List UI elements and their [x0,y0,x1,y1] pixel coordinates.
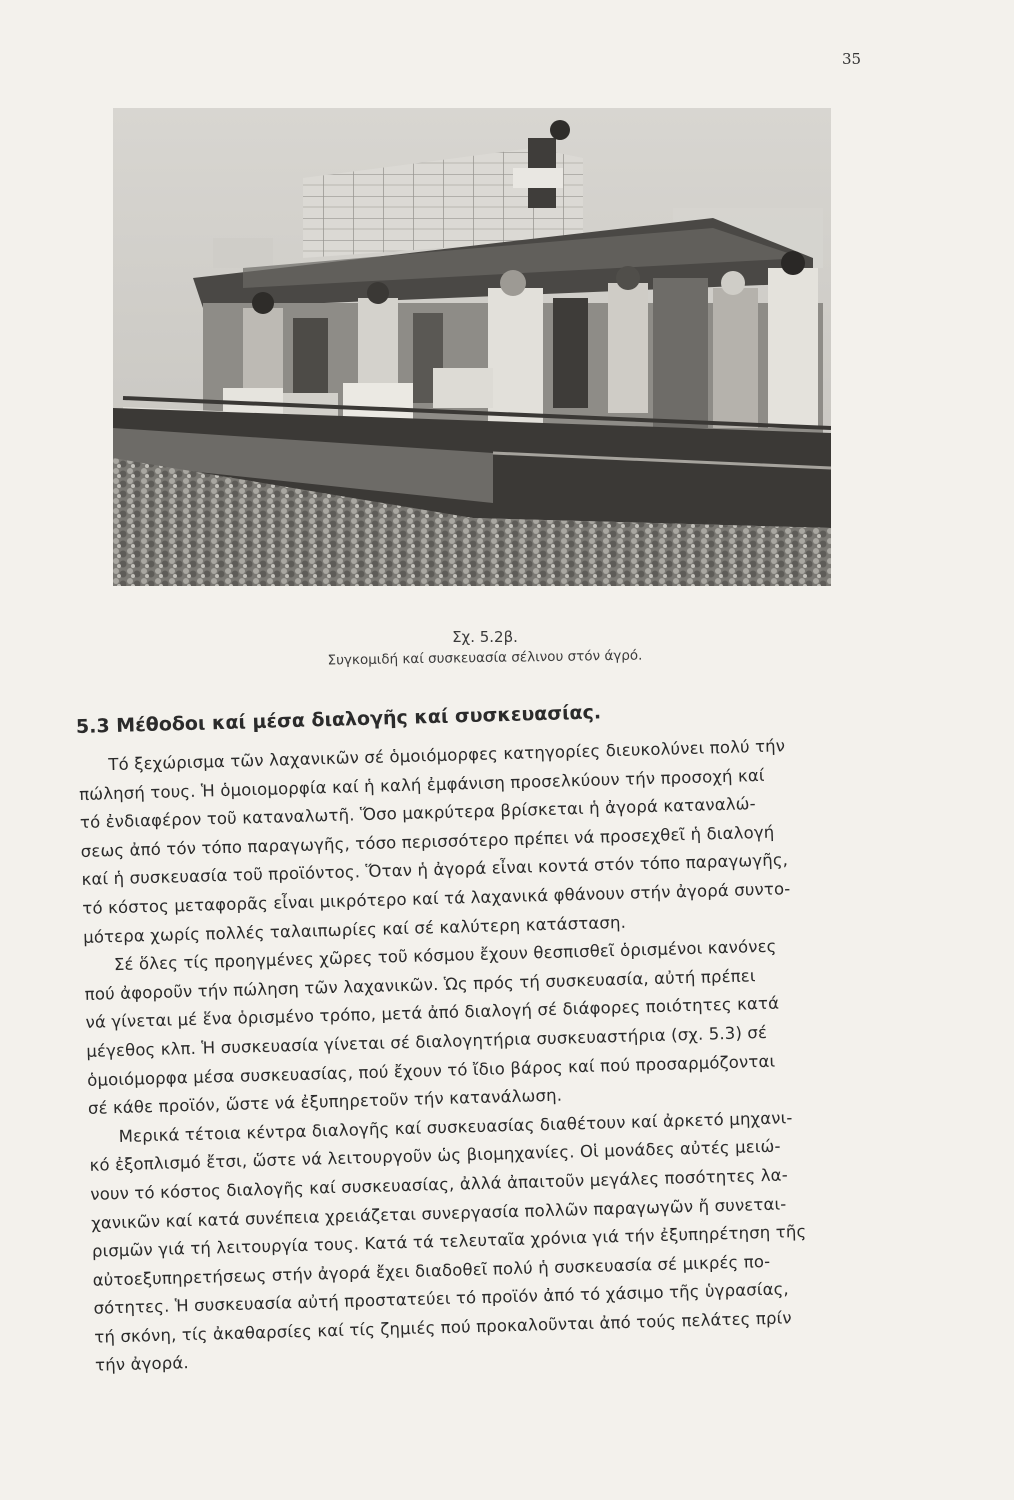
figure-label: Σχ. 5.2β. [452,628,518,646]
paragraph-line: πώλησή τους. Ἡ ὁμοιομορφία καί ἡ καλή ἐμφάνιση προσελκύουν τήν προσοχή καί [78,765,765,804]
paragraph-line: ὁμοιόμορφα μέσα συσκευασίας, πού ἔχουν τό ἴδιο βάρος καί πού προσαρμόζονται [86,1051,776,1090]
paragraph-line: αὐτοεξυπηρετήσεως στήν ἀγορά ἔχει διαδοθεῖ πολύ ἡ συσκευασία σέ μικρές πο- [92,1251,771,1290]
paragraph-line: τό ἐνδιαφέρον τοῦ καταναλωτῆ. Ὅσο μακρύτερα βρίσκεται ἡ ἀγορά καταναλώ- [79,794,756,833]
paragraph-line: τό κόστος μεταφορᾶς εἶναι μικρότερο καί τά λαχανικά φθάνουν στήν ἀγορά συντο- [82,879,791,918]
paragraph-line: καί ἡ συσκευασία τοῦ προϊόντος. Ὅταν ἡ ἀγορά εἶναι κοντά στόν τόπο παραγωγῆς, [81,850,789,890]
paragraph-line: μέγεθος κλπ. Ἡ συσκευασία γίνεται σέ διαλογητήρια συσκευαστήρια (σχ. 5.3) σέ [86,1022,768,1061]
paragraph-line: ρισμῶν γιά τή λειτουργία τους. Κατά τά τελευταῖα χρόνια γιά τήν ἐξυπηρέτηση τῆς [91,1221,807,1261]
figure-photo [113,108,831,586]
page-number: 35 [842,50,862,68]
paragraph-line: νουν τό κόστος διαλογῆς καί συσκευασίας, ἀλλά ἀπαιτοῦν μεγάλες ποσότητες λα- [90,1165,789,1204]
paragraph-line: τή σκόνη, τίς ἀκαθαρσίες καί τίς ζημιές πού προκαλοῦνται ἀπό τούς πελάτες πρίν [94,1308,792,1347]
paragraph-line: νά γίνεται μέ ἕνα ὁρισμένο τρόπο, μετά ἀπό διαλογή σέ διάφορες ποιότητες κατά [85,993,780,1033]
paragraph-line: πού ἀφοροῦν τήν πώληση τῶν λαχανικῶν. Ὡς πρός τή συσκευασία, αὐτή πρέπει [84,965,756,1004]
paragraph-line: κό ἐξοπλισμό ἔτσι, ὥστε νά λειτουργοῦν ὡς βιομηχανίες. Οἱ μονάδες αὐτές μειώ- [89,1136,781,1176]
paragraph-line: Σέ ὅλες τίς προηγμένες χῶρες τοῦ κόσμου ἔχουν θεσπισθεῖ ὁρισμένοι κανόνες [113,936,777,975]
paragraph-line: μότερα χωρίς πολλές ταλαιπωρίες καί σέ καλύτερη κατάσταση. [82,912,627,947]
paragraph-line: τήν ἀγορά. [94,1353,190,1376]
figure-caption: Συγκομιδή καί συσκευασία σέλινου στόν άγρό. [327,647,643,669]
body-text [78,729,915,1381]
section-heading: 5.3 Μέθοδοι καί μέσα διαλογῆς καί συσκευασίας. [75,701,602,738]
paragraph-line: σότητες. Ἡ συσκευασία αὐτή προστατεύει τό προϊόν ἀπό τό χάσιμο τῆς ὑγρασίας, [93,1279,790,1319]
paragraph-line: Τό ξεχώρισμα τῶν λαχανικῶν σέ ὁμοιόμορφες κατηγορίες διευκολύνει πολύ τήν [108,736,786,775]
paragraph-line: σέ κάθε προϊόν, ὥστε νά ἐξυπηρετοῦν τήν κατανάλωση. [87,1085,563,1118]
paragraph-line: σεως ἀπό τόν τόπο παραγωγῆς, τόσο περισσότερο πρέπει νά προσεχθεῖ ἡ διαλογή [80,822,775,861]
paragraph-line: χανικῶν καί κατά συνέπεια χρειάζεται συνεργασία πολλῶν παραγωγῶν ἤ συνεται- [90,1193,787,1233]
paragraph-line: Μερικά τέτοια κέντρα διαλογῆς καί συσκευασίας διαθέτουν καί ἀρκετό μηχανι- [118,1107,793,1146]
